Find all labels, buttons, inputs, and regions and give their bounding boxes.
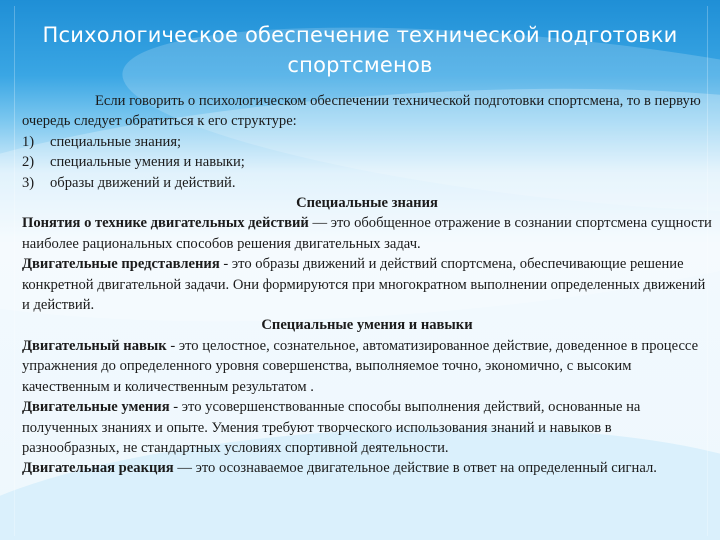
slide-title: Психологическое обеспечение технической подготовки спортсменов (42, 23, 678, 77)
definition-paragraph (22, 213, 712, 254)
definition-paragraph (22, 458, 712, 478)
definition-term: Двигательные умения (22, 399, 170, 416)
definition-paragraph (22, 254, 712, 315)
structure-item (22, 173, 712, 193)
definition-paragraph (22, 397, 712, 458)
structure-item (22, 152, 712, 172)
list-number: 2) (22, 154, 35, 171)
definition-paragraph (22, 336, 712, 397)
list-text: специальные умения и навыки; (50, 154, 245, 171)
definition-text: — это обобщенное отражение в сознании спортсмена сущности наиболее рациональных способов решения двигательных задач. (22, 215, 712, 252)
definition-term: Понятия о технике двигательных действий (22, 215, 309, 232)
list-number: 3) (22, 174, 35, 191)
intro-paragraph: Если говорить о психологическом обеспечении технической подготовки спортсмена, то в первую очередь следует обратиться к его структуре: (22, 93, 701, 130)
section-heading: Специальные умения и навыки (261, 317, 473, 334)
definition-term: Двигательный навык (22, 337, 167, 354)
definition-text: - это целостное, сознательное, автоматизированное действие, доведенное в процессе упражнения до определенного уровня совершенства, выполняемое точно, экономично, с высоким качественным и количественным результатом . (22, 337, 699, 395)
definition-text: - это образы движений и действий спортсмена, обеспечивающие решение конкретной двигательной задачи. Они формируются при многократном выполнении определенных движений и действий. (22, 256, 706, 314)
list-text: специальные знания; (50, 133, 182, 150)
section-heading: Специальные знания (296, 195, 438, 212)
definition-text: - это усовершенствованные способы выполнения действий, основанные на полученных знаниях и опыте. Умения требуют творческого использования знаний и навыков в разнообразных, не стандартных условиях спортивной деятельности. (22, 399, 641, 456)
definition-term: Двигательные представления (22, 256, 220, 273)
definition-text: — это осознаваемое двигательное действие в ответ на определенный сигнал. (173, 460, 657, 477)
list-number: 1) (22, 133, 35, 150)
structure-item (22, 132, 712, 152)
definition-term: Двигательная реакция (22, 460, 174, 477)
list-text: образы движений и действий. (50, 174, 236, 191)
slide-body (22, 91, 712, 479)
